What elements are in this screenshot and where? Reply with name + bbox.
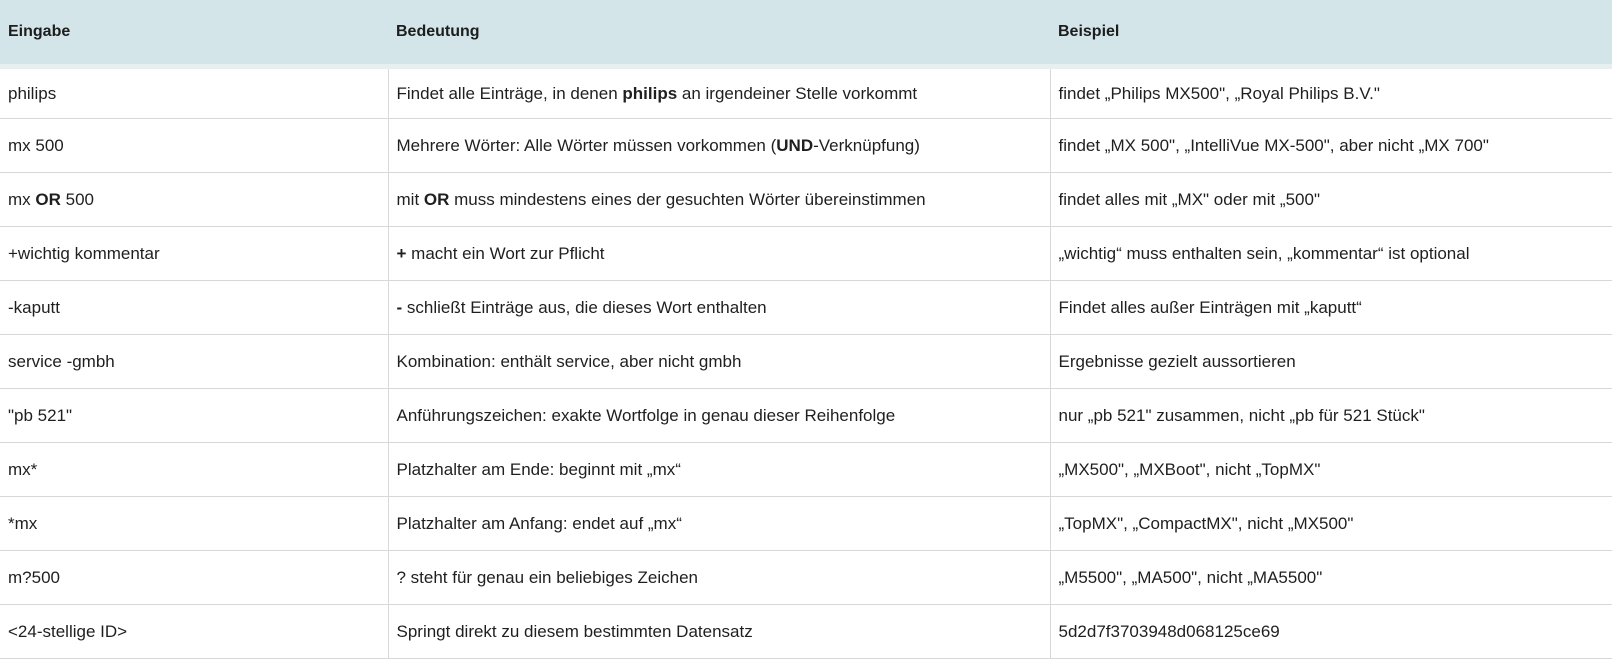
meaning-text-post: macht ein Wort zur Pflicht: [406, 243, 605, 263]
column-header-beispiel: Beispiel: [1050, 0, 1612, 67]
cell-eingabe: [0, 335, 388, 389]
input-text-pre: philips: [8, 83, 57, 103]
cell-bedeutung: [388, 173, 1050, 227]
table-row: [0, 497, 1612, 551]
cell-bedeutung: [388, 497, 1050, 551]
meaning-text-bold: OR: [423, 189, 450, 209]
column-header-bedeutung: Bedeutung: [388, 0, 1050, 67]
meaning-text-post: -Verknüpfung): [813, 135, 920, 155]
cell-bedeutung: [388, 227, 1050, 281]
cell-beispiel: „wichtig“ muss enthalten sein, „kommentar“ ist optional: [1050, 227, 1612, 281]
input-text-post: 500: [60, 189, 94, 209]
cell-eingabe: [0, 605, 388, 659]
cell-eingabe: [0, 281, 388, 335]
cell-beispiel: findet „MX 500", „IntelliVue MX-500", aber nicht „MX 700": [1050, 119, 1612, 173]
input-text-pre: "pb 521": [8, 405, 73, 425]
meaning-text-pre: Platzhalter am Ende: beginnt mit „mx“: [396, 459, 681, 479]
meaning-text-bold: UND: [776, 135, 814, 155]
table-row: [0, 281, 1612, 335]
cell-beispiel: findet alles mit „MX" oder mit „500": [1050, 173, 1612, 227]
cell-beispiel: „TopMX", „CompactMX", nicht „MX500": [1050, 497, 1612, 551]
table-row: [0, 67, 1612, 119]
meaning-text-post: an irgendeiner Stelle vorkommt: [677, 83, 918, 103]
meaning-text-bold: philips: [622, 83, 678, 103]
input-text-pre: +wichtig kommentar: [8, 243, 160, 263]
cell-beispiel: „MX500", „MXBoot", nicht „TopMX": [1050, 443, 1612, 497]
input-text-pre: -kaputt: [8, 297, 60, 317]
cell-beispiel: Findet alles außer Einträgen mit „kaputt“: [1050, 281, 1612, 335]
cell-beispiel: 5d2d7f3703948d068125ce69: [1050, 605, 1612, 659]
input-text-pre: *mx: [8, 513, 38, 533]
input-text-pre: <24-stellige ID>: [8, 621, 128, 641]
table-header-row: [0, 0, 1612, 67]
cell-eingabe: [0, 389, 388, 443]
input-text-pre: mx*: [8, 459, 38, 479]
cell-bedeutung: [388, 389, 1050, 443]
cell-beispiel: findet „Philips MX500", „Royal Philips B.V.": [1050, 67, 1612, 119]
meaning-text-pre: Anführungszeichen: exakte Wortfolge in genau dieser Reihenfolge: [396, 405, 896, 425]
table-row: [0, 227, 1612, 281]
cell-beispiel: „M5500", „MA500", nicht „MA5500": [1050, 551, 1612, 605]
cell-eingabe: [0, 497, 388, 551]
table-row: [0, 119, 1612, 173]
meaning-text-post: schließt Einträge aus, die dieses Wort enthalten: [402, 297, 767, 317]
cell-bedeutung: [388, 119, 1050, 173]
cell-beispiel: nur „pb 521" zusammen, nicht „pb für 521 Stück": [1050, 389, 1612, 443]
meaning-text-bold: -: [396, 297, 403, 317]
cell-eingabe: [0, 119, 388, 173]
table-row: [0, 173, 1612, 227]
meaning-text-pre: Platzhalter am Anfang: endet auf „mx“: [396, 513, 682, 533]
cell-eingabe: [0, 443, 388, 497]
cell-bedeutung: [388, 443, 1050, 497]
meaning-text-pre: mit: [396, 189, 424, 209]
input-text-pre: service -gmbh: [8, 351, 115, 371]
input-text-pre: mx: [8, 189, 36, 209]
table-row: [0, 389, 1612, 443]
cell-bedeutung: [388, 335, 1050, 389]
cell-bedeutung: [388, 281, 1050, 335]
cell-eingabe: [0, 173, 388, 227]
meaning-text-pre: Mehrere Wörter: Alle Wörter müssen vorkommen (: [396, 135, 777, 155]
cell-bedeutung: [388, 67, 1050, 119]
meaning-text-bold: +: [396, 243, 407, 263]
cell-eingabe: [0, 227, 388, 281]
cell-beispiel: Ergebnisse gezielt aussortieren: [1050, 335, 1612, 389]
meaning-text-post: muss mindestens eines der gesuchten Wörter übereinstimmen: [449, 189, 926, 209]
table-row: [0, 551, 1612, 605]
input-text-pre: m?500: [8, 567, 60, 587]
column-header-eingabe: Eingabe: [0, 0, 388, 67]
table-row: [0, 335, 1612, 389]
input-text-bold: OR: [35, 189, 61, 209]
input-text-pre: mx 500: [8, 135, 64, 155]
cell-bedeutung: [388, 551, 1050, 605]
cell-eingabe: [0, 67, 388, 119]
table-row: [0, 605, 1612, 659]
meaning-text-pre: Kombination: enthält service, aber nicht gmbh: [396, 351, 742, 371]
table-row: [0, 443, 1612, 497]
meaning-text-pre: Springt direkt zu diesem bestimmten Datensatz: [396, 621, 753, 641]
meaning-text-pre: Findet alle Einträge, in denen: [396, 83, 623, 103]
meaning-text-pre: ? steht für genau ein beliebiges Zeichen: [396, 567, 698, 587]
cell-bedeutung: [388, 605, 1050, 659]
cell-eingabe: [0, 551, 388, 605]
